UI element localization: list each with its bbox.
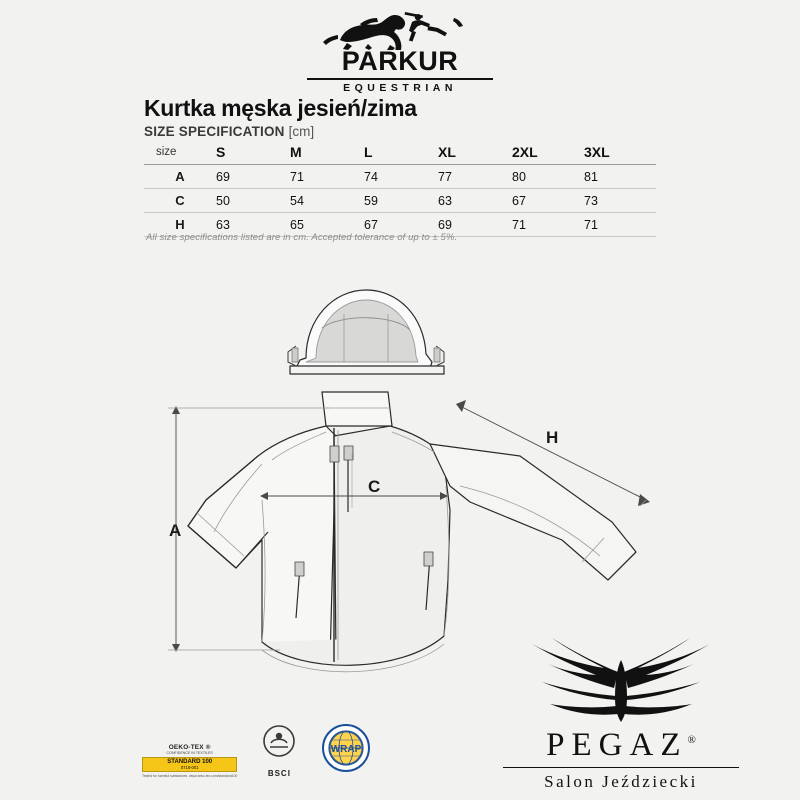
- cell-h-2xl: 71: [512, 213, 584, 237]
- cell-c-m: 54: [290, 189, 364, 213]
- column-header-l: L: [364, 140, 438, 165]
- column-header-xl: XL: [438, 140, 512, 165]
- row-label-a: A: [144, 165, 216, 189]
- cell-a-s: 69: [216, 165, 290, 189]
- pegaz-registered-mark: ®: [687, 734, 696, 746]
- cell-h-m: 65: [290, 213, 364, 237]
- column-header-s: S: [216, 140, 290, 165]
- bsci-label: BSCI: [267, 769, 291, 778]
- oeko-tex-footer: Tested for harmful substances. www.oeko-tex.com/standard100: [142, 773, 238, 778]
- brand-divider: [307, 78, 493, 80]
- wrap-icon: [321, 723, 371, 773]
- measure-label-a: A: [169, 521, 182, 540]
- oeko-tex-standard-text: STANDARD 100: [167, 758, 213, 765]
- measure-label-c: C: [368, 477, 381, 496]
- brand-header: [0, 6, 800, 94]
- cell-h-s: 63: [216, 213, 290, 237]
- cell-c-l: 59: [364, 189, 438, 213]
- column-header-2xl: 2XL: [512, 140, 584, 165]
- cell-c-s: 50: [216, 189, 290, 213]
- cell-c-3xl: 73: [584, 189, 656, 213]
- cell-a-2xl: 80: [512, 165, 584, 189]
- wrap-badge: [321, 723, 371, 778]
- cell-h-xl: 69: [438, 213, 512, 237]
- page-subtitle: [144, 124, 664, 139]
- subtitle-unit: [cm]: [288, 124, 315, 140]
- column-header-size: size: [144, 140, 216, 165]
- oeko-tex-standard: [142, 757, 237, 772]
- pegasus-wings-icon: [496, 638, 746, 724]
- row-label-h: H: [144, 213, 216, 237]
- cell-c-xl: 63: [438, 189, 512, 213]
- oeko-tex-standard-number: 0718-001: [180, 764, 199, 770]
- technical-drawing: [0, 250, 800, 680]
- hood-detail: [288, 290, 444, 374]
- size-specification-table: [144, 140, 656, 237]
- cell-a-xl: 77: [438, 165, 512, 189]
- cell-a-l: 74: [364, 165, 438, 189]
- svg-text:WRAP: WRAP: [331, 744, 362, 755]
- page-title: Kurtka męska jesień/zima: [144, 95, 417, 121]
- table-row: [144, 165, 656, 189]
- jacket-diagram: [0, 250, 800, 680]
- cell-a-m: 71: [290, 165, 364, 189]
- row-label-c: C: [144, 189, 216, 213]
- table-row: [144, 189, 656, 213]
- pegaz-subtitle: Salon Jeździecki: [544, 772, 698, 791]
- pegaz-name-text: PEGAZ: [546, 727, 688, 763]
- subtitle-text: SIZE SPECIFICATION: [144, 124, 285, 140]
- table-header-row: [144, 140, 656, 165]
- pegaz-logo: [476, 638, 766, 792]
- cell-c-2xl: 67: [512, 189, 584, 213]
- oeko-tex-mid: CONFIDENCE IN TEXTILES: [166, 751, 213, 756]
- bsci-icon: [259, 723, 299, 763]
- horse-rider-icon: [300, 6, 500, 50]
- certification-badges: [142, 723, 371, 778]
- pegaz-name: [476, 729, 766, 762]
- column-header-m: M: [290, 140, 364, 165]
- cell-a-3xl: 81: [584, 165, 656, 189]
- cell-h-l: 67: [364, 213, 438, 237]
- oeko-tex-title: OEKO-TEX ®: [168, 744, 211, 752]
- column-header-3xl: 3XL: [584, 140, 656, 165]
- title-block: [144, 96, 664, 139]
- measure-label-h: H: [546, 428, 559, 447]
- tolerance-note: All size specifications listed are in cm. Accepted tolerance of up to ± 5%.: [146, 232, 458, 243]
- brand-name: PARKUR: [341, 46, 459, 76]
- bsci-badge: [259, 723, 299, 778]
- brand-subtitle: EQUESTRIAN: [343, 82, 457, 94]
- oeko-tex-badge: [142, 744, 237, 778]
- cell-h-3xl: 71: [584, 213, 656, 237]
- jacket-body: [188, 392, 636, 672]
- pegaz-divider: [503, 767, 739, 768]
